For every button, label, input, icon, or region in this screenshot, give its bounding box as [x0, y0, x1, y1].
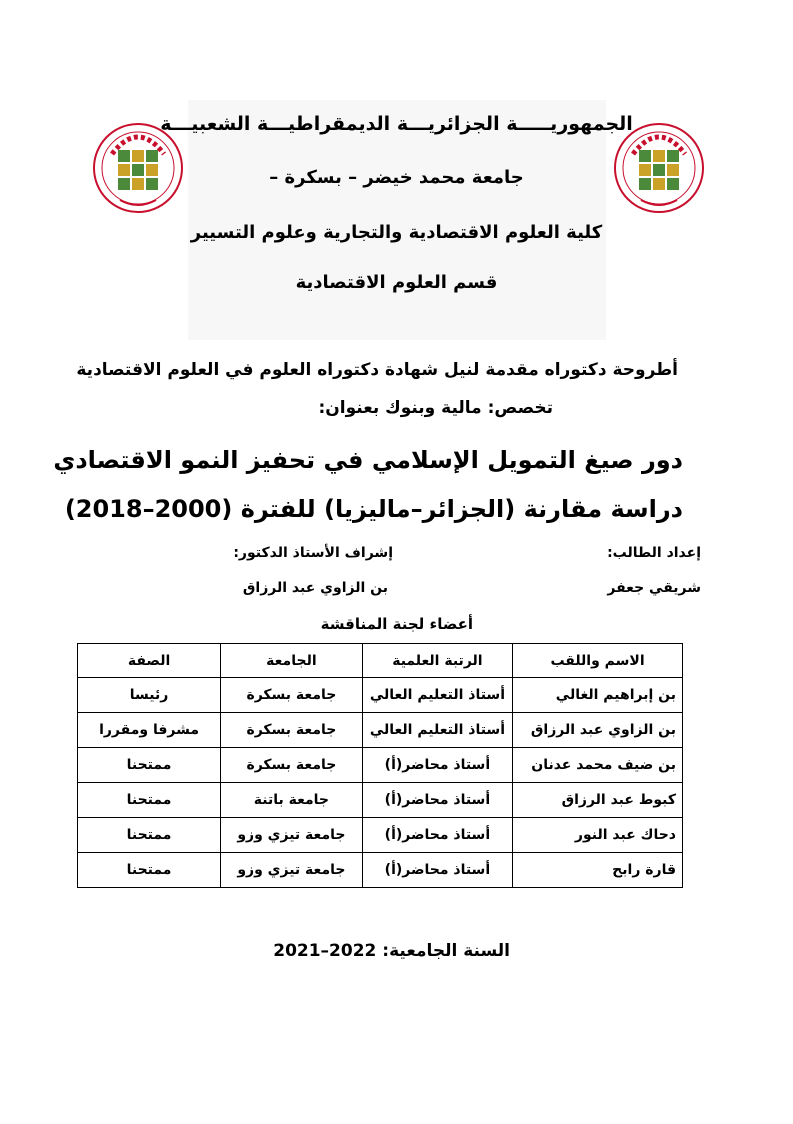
member-name: قارة رابح — [513, 853, 683, 888]
degree-line: أطروحة دكتوراه مقدمة لنيل شهادة دكتوراه العلوم في العلوم الاقتصادية — [76, 360, 678, 380]
academic-year — [273, 941, 510, 961]
republic-title: الجمهوريـــــة الجزائريـــة الديمقراطيـــة الشعبيـــة — [160, 113, 633, 135]
member-university: جامعة بسكرة — [221, 713, 363, 748]
table-row — [78, 678, 683, 713]
member-role: ممتحنا — [78, 818, 221, 853]
thesis-title-line2: دراسة مقارنة (الجزائر–ماليزيا) للفترة (2000–2018) — [64, 495, 683, 523]
member-role: ممتحنا — [78, 853, 221, 888]
specialty-line: تخصص: مالية وبنوك بعنوان: — [318, 398, 553, 418]
member-rank: أستاذ محاضر(أ) — [362, 853, 512, 888]
table-header-row — [78, 644, 683, 678]
header-panel — [188, 100, 606, 340]
member-university: جامعة تيزي وزو — [221, 818, 363, 853]
member-rank: أستاذ التعليم العالي — [362, 713, 512, 748]
member-name: بن إبراهيم الغالي — [513, 678, 683, 713]
member-role: رئيسا — [78, 678, 221, 713]
member-university: جامعة تيزي وزو — [221, 853, 363, 888]
committee-table — [77, 643, 683, 888]
supervisor-label: إشراف الأستاذ الدكتور: — [233, 545, 393, 561]
table-row — [78, 713, 683, 748]
header-rank: الرتبة العلمية — [362, 644, 512, 678]
member-role: ممتحنا — [78, 748, 221, 783]
table-row — [78, 853, 683, 888]
supervisor-name: بن الزاوي عبد الرزاق — [242, 580, 388, 596]
faculty-name: كلية العلوم الاقتصادية والتجارية وعلوم التسيير — [190, 222, 603, 243]
member-role: ممتحنا — [78, 783, 221, 818]
department-name: قسم العلوم الاقتصادية — [295, 272, 498, 293]
member-name: بن الزاوي عبد الرزاق — [513, 713, 683, 748]
member-role: مشرفا ومقررا — [78, 713, 221, 748]
member-rank: أستاذ محاضر(أ) — [362, 818, 512, 853]
member-rank: أستاذ محاضر(أ) — [362, 748, 512, 783]
member-university: جامعة بسكرة — [221, 678, 363, 713]
table-row — [78, 818, 683, 853]
student-label: إعداد الطالب: — [607, 545, 701, 561]
member-name: كبوط عبد الرزاق — [513, 783, 683, 818]
member-name: دحاك عبد النور — [513, 818, 683, 853]
member-university: جامعة بسكرة — [221, 748, 363, 783]
header-role: الصفة — [78, 644, 221, 678]
thesis-title-line1: دور صيغ التمويل الإسلامي في تحفيز النمو الاقتصادي — [53, 446, 683, 474]
table-row — [78, 783, 683, 818]
header-name: الاسم واللقب — [513, 644, 683, 678]
committee-title: أعضاء لجنة المناقشة — [320, 615, 473, 633]
member-name: بن ضيف محمد عدنان — [513, 748, 683, 783]
academic-year-value: 2021–2022 — [273, 941, 377, 961]
student-name: شريقي جعفر — [607, 580, 701, 596]
member-university: جامعة باتنة — [221, 783, 363, 818]
university-name: جامعة محمد خيضر – بسكرة – — [269, 167, 524, 188]
member-rank: أستاذ التعليم العالي — [362, 678, 512, 713]
header-university: الجامعة — [221, 644, 363, 678]
table-row — [78, 748, 683, 783]
academic-year-label: السنة الجامعية: — [382, 941, 510, 961]
member-rank: أستاذ محاضر(أ) — [362, 783, 512, 818]
